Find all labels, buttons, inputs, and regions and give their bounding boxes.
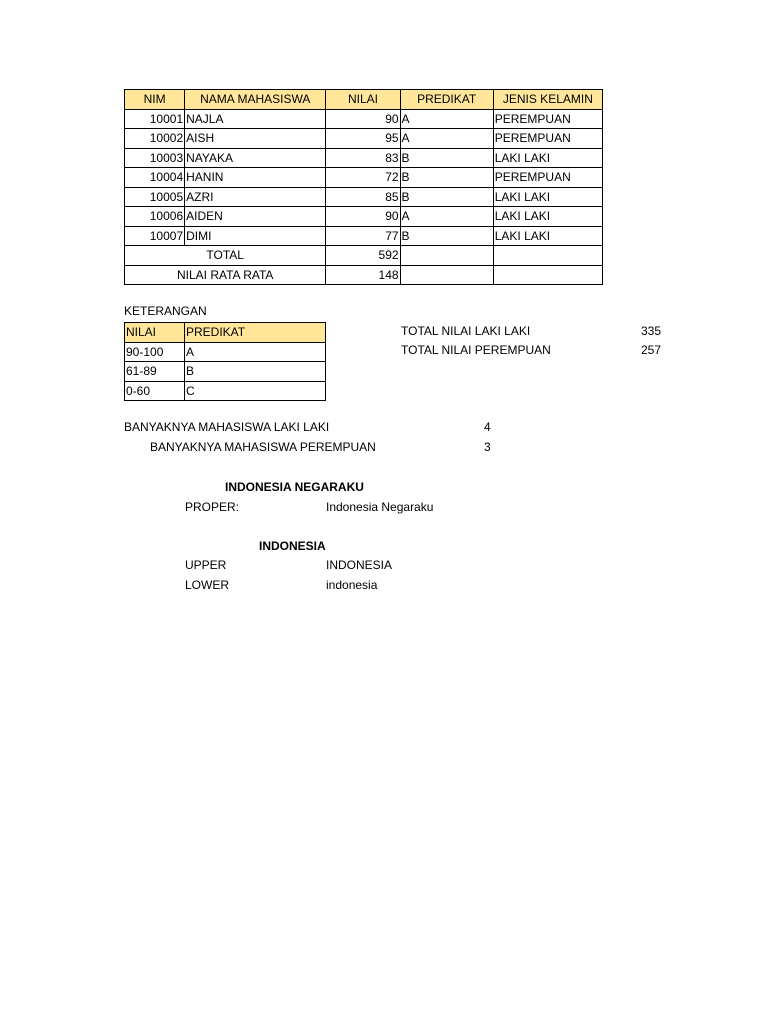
cell-predikat[interactable]: B: [185, 362, 326, 382]
cell-jenis-kelamin[interactable]: LAKI LAKI: [493, 226, 602, 246]
cell-jenis-kelamin[interactable]: LAKI LAKI: [493, 148, 602, 168]
cell-range[interactable]: 90-100: [125, 342, 185, 362]
empty-cell[interactable]: [493, 246, 602, 266]
student-table: [124, 89, 603, 285]
cell-nama[interactable]: AIDEN: [185, 207, 326, 227]
upper-label: UPPER: [185, 558, 227, 572]
header-nim[interactable]: NIM: [125, 90, 185, 110]
case-heading: INDONESIA: [259, 539, 326, 553]
table-row: [125, 207, 603, 227]
table-row: [125, 187, 603, 207]
table-row: [125, 381, 326, 401]
cell-predikat[interactable]: C: [185, 381, 326, 401]
cell-nim[interactable]: 10005: [125, 187, 185, 207]
empty-cell[interactable]: [493, 265, 602, 285]
average-row: [125, 265, 603, 285]
table-row: [125, 342, 326, 362]
table-row: [125, 168, 603, 188]
cell-nim[interactable]: 10004: [125, 168, 185, 188]
empty-cell[interactable]: [400, 265, 493, 285]
header-nama[interactable]: NAMA MAHASISWA: [185, 90, 326, 110]
cell-nim[interactable]: 10001: [125, 109, 185, 129]
count-perempuan-value[interactable]: 3: [484, 440, 491, 454]
total-perempuan-value[interactable]: 257: [641, 343, 662, 357]
cell-nama[interactable]: AISH: [185, 129, 326, 149]
table-row: [125, 362, 326, 382]
cell-nilai[interactable]: 77: [326, 226, 400, 246]
header-jenis-kelamin[interactable]: JENIS KELAMIN: [493, 90, 602, 110]
cell-predikat[interactable]: A: [400, 207, 493, 227]
cell-predikat[interactable]: B: [400, 226, 493, 246]
cell-nim[interactable]: 10002: [125, 129, 185, 149]
proper-value[interactable]: Indonesia Negaraku: [326, 500, 434, 514]
cell-jenis-kelamin[interactable]: LAKI LAKI: [493, 187, 602, 207]
keterangan-table: [124, 322, 326, 401]
keterangan-title: KETERANGAN: [124, 304, 207, 318]
header-nilai[interactable]: NILAI: [326, 90, 400, 110]
cell-predikat[interactable]: B: [400, 168, 493, 188]
cell-range[interactable]: 61-89: [125, 362, 185, 382]
empty-cell[interactable]: [400, 246, 493, 266]
cell-jenis-kelamin[interactable]: LAKI LAKI: [493, 207, 602, 227]
lower-value[interactable]: indonesia: [326, 578, 378, 592]
cell-predikat[interactable]: A: [400, 109, 493, 129]
cell-nilai[interactable]: 90: [326, 109, 400, 129]
total-row: [125, 246, 603, 266]
cell-nim[interactable]: 10006: [125, 207, 185, 227]
total-laki-label: TOTAL NILAI LAKI LAKI: [401, 324, 531, 338]
average-value[interactable]: 148: [326, 265, 400, 285]
cell-predikat[interactable]: B: [400, 187, 493, 207]
count-laki-value[interactable]: 4: [484, 420, 491, 434]
cell-range[interactable]: 0-60: [125, 381, 185, 401]
table-row: [125, 109, 603, 129]
cell-nama[interactable]: DIMI: [185, 226, 326, 246]
header-predikat[interactable]: PREDIKAT: [400, 90, 493, 110]
cell-nilai[interactable]: 90: [326, 207, 400, 227]
total-label[interactable]: TOTAL: [125, 246, 326, 266]
cell-nama[interactable]: AZRI: [185, 187, 326, 207]
cell-jenis-kelamin[interactable]: PEREMPUAN: [493, 129, 602, 149]
cell-nilai[interactable]: 85: [326, 187, 400, 207]
cell-jenis-kelamin[interactable]: PEREMPUAN: [493, 109, 602, 129]
header-nilai-range[interactable]: NILAI: [125, 323, 185, 343]
cell-nilai[interactable]: 95: [326, 129, 400, 149]
cell-nim[interactable]: 10007: [125, 226, 185, 246]
cell-nim[interactable]: 10003: [125, 148, 185, 168]
cell-predikat[interactable]: A: [400, 129, 493, 149]
proper-label: PROPER:: [185, 500, 240, 514]
table-row: [125, 226, 603, 246]
average-label[interactable]: NILAI RATA RATA: [125, 265, 326, 285]
upper-value[interactable]: INDONESIA: [326, 558, 393, 572]
lower-label: LOWER: [185, 578, 230, 592]
table-row: [125, 129, 603, 149]
cell-nama[interactable]: NAJLA: [185, 109, 326, 129]
table-row: [125, 148, 603, 168]
header-predikat[interactable]: PREDIKAT: [185, 323, 326, 343]
cell-nilai[interactable]: 72: [326, 168, 400, 188]
cell-jenis-kelamin[interactable]: PEREMPUAN: [493, 168, 602, 188]
total-value[interactable]: 592: [326, 246, 400, 266]
cell-nama[interactable]: HANIN: [185, 168, 326, 188]
count-laki-label: BANYAKNYA MAHASISWA LAKI LAKI: [124, 420, 330, 434]
keterangan-header-row: [125, 323, 326, 343]
cell-nama[interactable]: NAYAKA: [185, 148, 326, 168]
count-perempuan-label: BANYAKNYA MAHASISWA PEREMPUAN: [150, 440, 376, 454]
total-laki-value[interactable]: 335: [641, 324, 662, 338]
cell-predikat[interactable]: B: [400, 148, 493, 168]
proper-heading: INDONESIA NEGARAKU: [225, 480, 364, 494]
cell-nilai[interactable]: 83: [326, 148, 400, 168]
total-perempuan-label: TOTAL NILAI PEREMPUAN: [401, 343, 551, 357]
cell-predikat[interactable]: A: [185, 342, 326, 362]
table-header-row: [125, 90, 603, 110]
